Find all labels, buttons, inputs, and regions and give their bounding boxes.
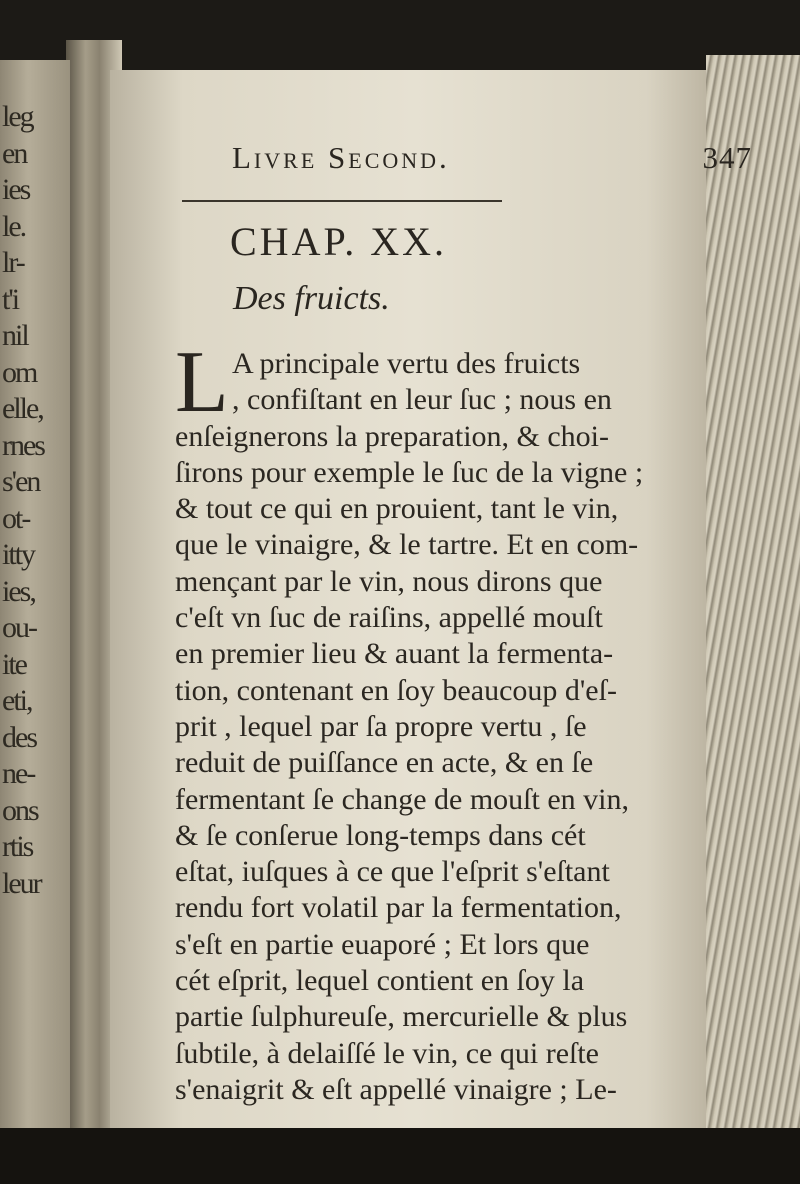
facing-page-fragment: rtis (2, 830, 33, 863)
text-line: A principale vertu des fruicts (232, 347, 581, 380)
header-rule (182, 200, 502, 202)
text-line: partie ſulphureuſe, mercurielle & plus (175, 1000, 628, 1034)
body-text (175, 346, 680, 1108)
facing-page-fragment: ons (2, 793, 38, 827)
running-title: Livre Second. (232, 140, 450, 175)
page-edges (706, 55, 800, 1130)
facing-page-fragment: rnes (2, 428, 44, 462)
chapter-subtitle: Des fruicts. (233, 280, 390, 317)
drop-cap: L (175, 334, 229, 431)
facing-page-fragment: eti, (2, 684, 32, 717)
background-shadow (0, 1128, 800, 1184)
facing-page-fragment: ot- (2, 501, 30, 535)
facing-page-fragment: ou- (2, 611, 36, 644)
text-line: en premier lieu & auant la fermenta- (175, 637, 614, 671)
facing-page-fragment: ne- (2, 757, 35, 790)
text-line: eſtat, iuſques à ce que l'eſprit s'eſtant (175, 855, 610, 889)
facing-page-fragment: leg (2, 100, 33, 133)
facing-page-fragment: des (2, 720, 36, 754)
facing-page-fragment: leur (2, 866, 41, 900)
facing-page-fragment: nil (2, 319, 28, 352)
text-line: fermentant ſe change de mouſt en vin, (175, 782, 629, 816)
text-line: mençant par le vin, nous dirons que (175, 564, 603, 598)
text-line: & tout ce qui en prouient, tant le vin, (175, 492, 619, 526)
text-line: rendu fort volatil par la fermentation, (175, 891, 622, 925)
running-header (232, 140, 752, 176)
text-line: ſubtile, à delaiſſé le vin, ce qui reſte (175, 1036, 599, 1070)
facing-page-fragment: elle, (2, 392, 43, 425)
facing-page-fragment: ite (2, 647, 26, 681)
text-line: tion, contenant en ſoy beaucoup d'eſ- (175, 673, 617, 707)
facing-page-fragment: t'i (2, 282, 19, 316)
text-line: & ſe conſerue long-temps dans cét (175, 818, 586, 852)
text-line: s'enaigrit & eſt appellé vinaigre ; Le- (175, 1072, 617, 1106)
text-line: enſeignerons la preparation, & choi- (175, 419, 610, 453)
facing-page-fragment: lr- (2, 246, 24, 279)
facing-page-edge (0, 60, 70, 1140)
chapter-title: CHAP. XX. (230, 219, 448, 264)
facing-page-fragment: ies (2, 173, 30, 206)
text-line: ſirons pour exemple le ſuc de la vigne ; (175, 455, 644, 489)
facing-page-fragment: s'en (2, 465, 40, 498)
text-line: c'eſt vn ſuc de raiſins, appellé mouſt (175, 601, 603, 635)
text-line: s'eſt en partie euaporé ; Et lors que (175, 927, 590, 961)
text-line: que le vinaigre, & le tartre. Et en com- (175, 528, 639, 562)
text-line: reduit de puiſſance en acte, & en ſe (175, 746, 594, 780)
facing-page-fragment: en (2, 136, 27, 170)
facing-page-fragment: ies, (2, 574, 35, 608)
facing-page-fragment: le. (2, 209, 26, 243)
text-line: , confiſtant en leur ſuc ; nous en (232, 383, 612, 417)
text-line: prit , lequel par ſa propre vertu , ſe (175, 709, 587, 743)
page-number: 347 (702, 140, 752, 175)
text-line: cét eſprit, lequel contient en ſoy la (175, 964, 585, 998)
facing-page-fragment: itty (2, 538, 35, 571)
facing-page-fragment: om (2, 355, 37, 389)
